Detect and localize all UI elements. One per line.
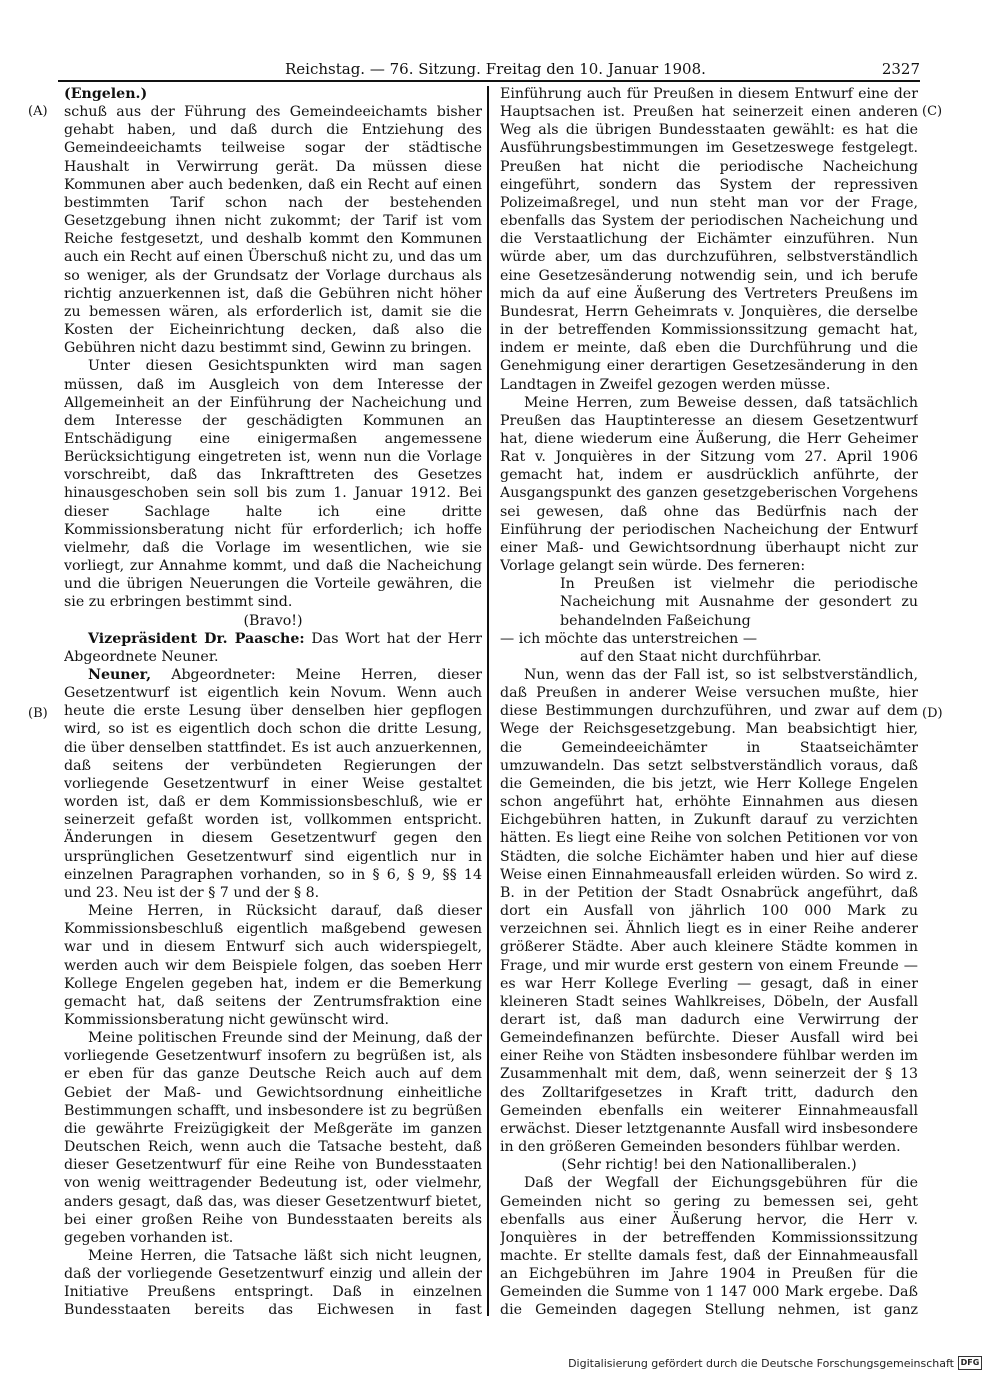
right-column xyxy=(500,85,918,1320)
page-number: 2327 xyxy=(881,60,920,78)
dfg-logo-icon: DFG xyxy=(958,1356,982,1370)
neuner-intro xyxy=(64,666,482,902)
column-divider xyxy=(487,86,489,1316)
aside-remark: — ich möchte das unterstreichen — xyxy=(500,630,758,647)
footer-text: Digitalisierung gefördert durch die Deutsche Forschungsgemeinschaft xyxy=(568,1356,954,1370)
speaker-name: Vizepräsident Dr. Paasche: xyxy=(88,630,305,647)
left-column xyxy=(64,85,482,1320)
paragraph: Meine Herren, zum Beweise dessen, daß tatsächlich Preußen das Hauptinteresse an diesem Gesetzentwurf hat, diene wiederum eine Äußerung, die Herr Geheimer Rat v. Jonquières in der Sitzung vom 27. April 1906 gemacht hat, indem er ausdrücklich anführte, der Ausgangspunkt des ganzen gesetzgeberischen Vorgehens sei gewesen, daß ohne das Bedürfnis nach der Einführung der periodischen Nacheichung der Entwurf einer Maß- und Gewichtsordnung überhaupt nicht zur Vorlage gelangt sein würde. Des ferneren: xyxy=(500,394,918,575)
speech-text: Abgeordneter: Meine Herren, dieser Gesetzentwurf ist eigentlich kein Novum. Wenn auch heute die erste Lesung über denselben hier gepflogen wird, so ist es eigentlich doch schon die dritte Lesung, die über denselben stattfindet. Es ist auch anzuerkennen, daß seitens der verbündeten Regierungen der vorliegende Gesetzentwurf in einer Weise gestaltet worden ist, daß er dem Kommissionsbeschluß, wie er seinerzeit gefaßt worden ist, vollkommen entspricht. Änderungen in diesem Gesetzentwurf gegen den ursprünglichen Gesetzentwurf sind eigentlich nur in einzelnen Paragraphen vorhanden, so in § 6, § 9, §§ 14 und 23. Neu ist der § 7 und der § 8. xyxy=(64,667,482,901)
paragraph: Nun, wenn das der Fall ist, so ist selbstverständlich, daß Preußen in anderer Weise versuchen mußte, hier diese Bestimmungen durchzuführen, und zwar auf dem Wege der Reichsgesetzgebung. Man beabsichtigt hier, die Gemeindeeichämter in Staatseichämter umzuwandeln. Das setzt selbstverständlich voraus, daß die Gemeinden, die bis jetzt, wie Herr Kollege Engelen schon angeführt hat, erhöhte Einnahmen aus diesen Eichgebühren hatten, in Zukunft darauf zu verzichten hätten. Es liegt eine Reihe von solchen Petitionen vor von Städten, die solche Eichämter haben und hier auf diese Weise einen Einnahmeausfall erleiden würden. So wird z. B. in der Petition der Stadt Osnabrück angeführt, daß dort ein Ausfall von jährlich 100 000 Mark zu verzeichnen sei. Ähnlich liegt es in einer Reihe anderer größerer Städte. Aber auch kleinere Städte kommen in Frage, und mir wurde erst gestern von einem Freunde — es war Herr Kollege Everling — gesagt, daß in einer kleineren Stadt seines Wahlkreises, Döbeln, der Ausfall derart ist, daß man dadurch eine Verwirrung der Gemeindefinanzen befürchte. Dieser Ausfall wird bei einer Reihe von Städten insbesondere fühlbar werden im Zusammenhalt mit dem, daß, wenn seinerzeit der § 13 des Zolltarifgesetzes in Kraft tritt, dadurch den Gemeinden ebenfalls ein weiterer Einnahmeausfall erwächst. Dieser letztgenannte Ausfall wird insbesondere in den größeren Gemeinden besonders fühlbar werden. xyxy=(500,667,918,1156)
paragraph: schuß aus der Führung des Gemeindeeichamts bisher gehabt haben, und daß durch die Entziehung des Gemeindeeichamts teilweise sogar der städtische Haushalt in Verwirrung gerät. Da müssen diese Kommunen aber auch bedenken, daß ein Recht auf einen bestimmten Tarif schon nach der bestehenden Gesetzgebung ihnen nicht zukommt; der Tarif ist vom Reiche festgesetzt, und deshalb kommt den Kommunen auch ein Recht auf einen Überschuß nicht zu, und das um so weniger, als der Grundsatz der Vorlage durchaus als richtig anzuerkennen ist, daß die Gebühren nicht höher zu bemessen wären, als erforderlich ist, damit sie die Kosten der Eicheinrichtung decken, daß also die Gebühren nicht dazu bestimmt sind, Gewinn zu bringen. xyxy=(64,104,482,357)
paragraph: Unter diesen Gesichtspunkten wird man sagen müssen, daß im Ausgleich von dem Interesse der Allgemeinheit an der Einführung der Nacheichung und dem Interesse der geschädigten Kommunen an Entschädigung eine einigermaßen angemessene Berücksichtigung eingetreten ist, wenn nun die Vorlage vorschreibt, daß das Inkrafttreten des Gesetzes hinausgeschoben sein soll bis zum 1. Januar 1912. Bei dieser Sachlage halte ich eine dritte Kommissionsberatung nicht für erforderlich; ich hoffe vielmehr, daß die Vorlage im wesentlichen, wie sie vorliegt, zur Annahme kommt, und daß die Nacheichung und die übrigen Neuerungen die Vorteile gewähren, die sie zu erbringen bestimmt sind. xyxy=(64,358,482,611)
interjection-note: (Sehr richtig! bei den Nationalliberalen.) xyxy=(561,1157,857,1174)
remark-text: Das Wort hat der Herr Abgeordnete Neuner. xyxy=(64,630,482,665)
applause-note: (Bravo!) xyxy=(243,612,303,629)
paragraph: Einführung auch für Preußen in diesem Entwurf eine der Hauptsachen ist. Preußen hat seinerzeit einen anderen Weg als die übrigen Bundesstaaten gewählt: es hat die Ausführungsbestimmungen im Gesetzeswege festgelegt. Preußen hat nicht die periodische Nacheichung eingeführt, sondern das System der repressiven Polizeimaßregel, und nun steht man vor der Frage, ebenfalls das System der periodischen Nacheichung und die Verstaatlichung der Eichämter einzuführen. Nun würde aber, um das durchzuführen, selbstverständlich eine Gesetzesänderung notwendig sein, und ich berufe mich da auf eine Äußerung des Vertreters Preußens im Bundesrat, Herrn Geheimrats v. Jonquières, die derselbe in der betreffenden Kommissionssitzung gemacht hat, indem er meinte, daß eben die Durchführung und die Genehmigung einer derartigen Gesetzesänderung in den Landtagen in Zweifel gezogen werden müsse. xyxy=(500,86,918,393)
footer-credit xyxy=(568,1356,982,1370)
paragraph: Meine politischen Freunde sind der Meinung, daß der vorliegende Gesetzentwurf insofern zu begrüßen ist, als er eben für das ganze Deutsche Reich auch auf dem Gebiet der Maß- und Gewichtsordnung einheitliche Bestimmungen schafft, und insbesondere ist zu begrüßen die gewährte Freizügigkeit der Meßgeräte im ganzen Deutschen Reich, wenn auch die Tatsache besteht, daß dieser Gesetzentwurf für eine Reihe von Bundesstaaten von wenig weittragender Bedeutung ist, oder vielmehr, anders gesagt, daß das, was dieser Gesetzentwurf bietet, bei einer großen Reihe von Bundesstaaten bereits als gegeben vorhanden ist. xyxy=(64,1030,482,1246)
header-rule xyxy=(58,80,920,82)
paragraph: Meine Herren, die Tatsache läßt sich nicht leugnen, daß der vorliegende Gesetzentwurf einzig und allein der Initiative Preußens entspringt. Daß in einzelnen Bundesstaaten bereits das Eichwesen in fast xyxy=(64,1248,482,1319)
margin-letter-a: (A) xyxy=(28,104,48,119)
speaker-name: Neuner, xyxy=(88,667,152,683)
margin-letter-b: (B) xyxy=(28,706,48,721)
speaker-tag: (Engelen.) xyxy=(64,86,148,102)
running-title: Reichstag. — 76. Sitzung. Freitag den 10. Januar 1908. xyxy=(285,60,706,78)
margin-letter-c: (C) xyxy=(922,104,943,119)
vice-president-remark xyxy=(64,630,482,666)
page-header xyxy=(60,58,920,80)
paragraph: Daß der Wegfall der Eichungsgebühren für die Gemeinden nicht so gering zu bemessen sei, geht ebenfalls aus einer Äußerung hervor, die Herr v. Jonquières in der betreffenden Kommissionssitzung machte. Er stellte damals fest, daß der Einnahmeausfall an Eichgebühren im Jahre 1904 in Preußen für die Gemeinden die Summe von 1 147 000 Mark ergebe. Daß die Gemeinden dagegen Stellung nehmen, ist ganz xyxy=(500,1175,918,1319)
quotation: auf den Staat nicht durchführbar. xyxy=(580,648,822,665)
margin-letter-d: (D) xyxy=(922,706,943,721)
paragraph: Meine Herren, in Rücksicht darauf, daß dieser Kommissionsbeschluß eigentlich maßgebend gewesen war und in diesem Entwurf sich auch widerspiegelt, werden auch wir dem Beispiele folgen, das soeben Herr Kollege Engelen gegeben hat, indem er die Bemerkung gemacht hat, daß seitens der Zentrumsfraktion eine Kommissionsberatung nicht gewünscht wird. xyxy=(64,903,482,1028)
quotation: In Preußen ist vielmehr die periodische Nacheichung mit Ausnahme der gesondert zu behandelnden Faßeichung xyxy=(560,576,918,629)
